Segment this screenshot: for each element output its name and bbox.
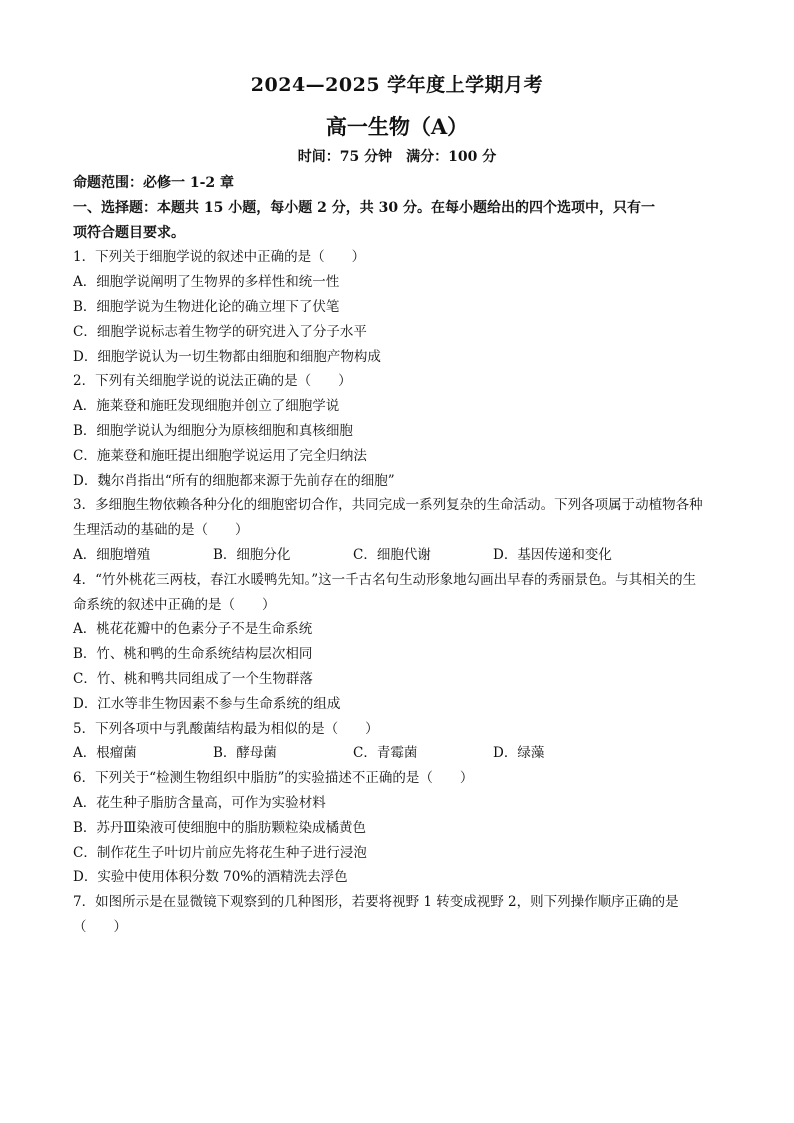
question-3-option-a: A．细胞增殖 (73, 546, 151, 563)
question-5-options (73, 741, 723, 766)
question-3-option-b: B．细胞分化 (213, 546, 291, 563)
exam-content (73, 171, 723, 940)
question-2-option-b: B．细胞学说认为细胞分为原核细胞和真核细胞 (73, 422, 353, 439)
question-4-option-a: A．桃花花瓣中的色素分子不是生命系统 (73, 621, 313, 638)
question-5-option-b: B．酵母菌 (213, 745, 277, 762)
question-4-stem-line1: 4．“竹外桃花三两枝，春江水暖鸭先知。”这一千古名句生动形象地勾画出早春的秀丽景色。与其相关的生 (73, 571, 697, 588)
question-3-stem-line1: 3．多细胞生物依赖各种分化的细胞密切合作，共同完成一系列复杂的生命活动。下列各项属于动植物各种 (73, 497, 703, 514)
scope-line: 命题范围：必修一 1-2 章 (73, 175, 235, 191)
exam-title: 2024—2025 学年度上学期月考 (250, 74, 544, 96)
section-heading-line2: 项符合题目要求。 (73, 224, 185, 241)
subject-title: 高一生物（A） (325, 114, 469, 139)
question-5-option-c: C．青霉菌 (353, 745, 418, 762)
question-1-option-c: C．细胞学说标志着生物学的研究进入了分子水平 (73, 323, 367, 340)
time-score-line: 时间：75 分钟 满分：100 分 (297, 149, 497, 165)
question-7-stem-line2: （ ） (73, 918, 127, 935)
question-5-option-d: D．绿藻 (493, 745, 545, 762)
question-1-option-b: B．细胞学说为生物进化论的确立埋下了伏笔 (73, 298, 340, 315)
question-3-stem-line2: 生理活动的基础的是（ ） (73, 522, 249, 539)
section-heading-line1: 一、选择题：本题共 15 小题，每小题 2 分，共 30 分。在每小题给出的四个选项中，只有一 (73, 199, 655, 216)
question-5-option-a: A．根瘤菌 (73, 745, 137, 762)
question-2-option-a: A．施莱登和施旺发现细胞并创立了细胞学说 (73, 398, 340, 415)
question-1-option-a: A．细胞学说阐明了生物界的多样性和统一性 (73, 274, 340, 291)
question-6-stem: 6．下列关于“检测生物组织中脂肪”的实验描述不正确的是（ ） (73, 770, 474, 787)
question-3-option-c: C．细胞代谢 (353, 546, 431, 563)
question-3-options (73, 543, 723, 568)
question-4-option-b: B．竹、桃和鸭的生命系统结构层次相同 (73, 646, 313, 663)
question-2-stem: 2．下列有关细胞学说的说法正确的是（ ） (73, 373, 352, 390)
question-1-stem: 1．下列关于细胞学说的叙述中正确的是（ ） (73, 249, 366, 266)
question-6-option-b: B．苏丹Ⅲ染液可使细胞中的脂肪颗粒染成橘黄色 (73, 819, 366, 836)
question-7-stem-line1: 7．如图所示是在显微镜下观察到的几种图形，若要将视野 1 转变成视野 2，则下列操作顺序正确的是 (73, 894, 679, 911)
question-6-option-d: D．实验中使用体积分数 70%的酒精洗去浮色 (73, 869, 348, 886)
question-2-option-d: D．魏尔肖指出“所有的细胞都来源于先前存在的细胞” (73, 472, 395, 489)
question-4-option-c: C．竹、桃和鸭共同组成了一个生物群落 (73, 670, 313, 687)
question-6-option-a: A．花生种子脂肪含量高，可作为实验材料 (73, 794, 326, 811)
question-2-option-c: C．施莱登和施旺提出细胞学说运用了完全归纳法 (73, 447, 367, 464)
question-5-stem: 5．下列各项中与乳酸菌结构最为相似的是（ ） (73, 720, 379, 737)
question-6-option-c: C．制作花生子叶切片前应先将花生种子进行浸泡 (73, 844, 367, 861)
question-1-option-d: D．细胞学说认为一切生物都由细胞和细胞产物构成 (73, 348, 381, 365)
question-4-option-d: D．江水等非生物因素不参与生命系统的组成 (73, 695, 341, 712)
question-3-option-d: D．基因传递和变化 (493, 546, 612, 563)
question-4-stem-line2: 命系统的叙述中正确的是（ ） (73, 596, 276, 613)
